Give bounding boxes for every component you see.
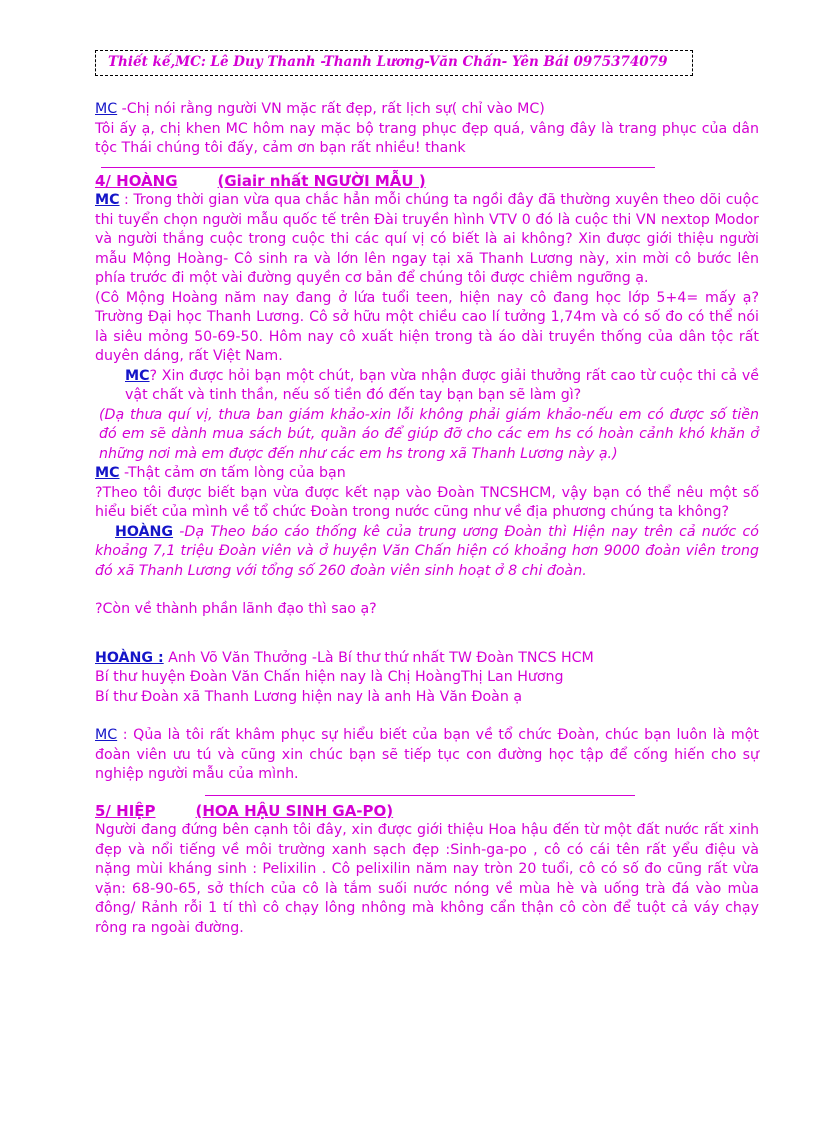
mc-thanks-text: -Thật cảm ơn tấm lòng của bạn: [119, 465, 346, 481]
page-header: Thiết kế,MC: Lê Duy Thanh -Thanh Lương-Văn Chấn- Yên Bái 0975374079: [95, 50, 693, 76]
intro-text: : Trong thời gian vừa qua chắc hẳn mỗi chúng ta ngồi đây đã thường xuyên theo dõi cuộc thi tuyển chọn người mẫu quốc tế trên Đài truyền hình VTV 0 đó là cuộc thi VN nextop Modor và người thắng cuộc trong cuộc thi các quí vị có biết là ai không? Xin được giới thiệu người mẫu Mộng Hoàng- Cô sinh ra và lớn lên ngay tại xã Thanh Lương này, xin mời cô bước lên phía trước đi một vài đường quyền cơ bản để chúng tôi được chiêm ngưỡng ạ.: [95, 192, 759, 286]
mc-label: MC: [95, 465, 120, 481]
section-5-heading: [95, 802, 759, 822]
spacer: [95, 707, 759, 726]
section-4-title: (Giair nhất NGƯỜI MẪU ): [217, 171, 426, 190]
mc-line: [95, 100, 759, 120]
mc-closing: [95, 726, 759, 785]
section-5-title: (HOA HẬU SINH GA-PO): [195, 801, 394, 820]
mc-question-text: ? Xin được hỏi bạn một chút, bạn vừa nhận được giải thưởng rất cao từ cuộc thi cả về vật chất và tinh thần, nếu số tiền đó đến tay bạn bạn sẽ làm gì?: [125, 367, 759, 403]
document-body: [95, 100, 759, 938]
answer-2-intro: -Dạ Theo báo cáo thống kê của trung ương Đoàn thì: [173, 523, 573, 540]
mc-label: MC: [95, 192, 120, 208]
mc-closing-text: : Qủa là tôi rất khâm phục sự hiểu biết của bạn về tổ chức Đoàn, chúc bạn luôn là một đoàn viên ưu tú và cũng xin chúc bạn sẽ tiếp tục con đường học tập để cống hiến cho sự nghiệp người mẫu của mình.: [95, 727, 759, 782]
divider: [205, 795, 635, 796]
hoang-label: HOÀNG :: [95, 649, 164, 666]
section-4-bio: (Cô Mộng Hoàng năm nay đang ở lứa tuổi teen, hiện nay cô đang học lớp 5+4= mấy ạ? Trường Đại học Thanh Lương. Cô sở hữu một chiều cao lí tưởng 1,74m và có số đo có thể nói là siêu mỏng 50-69-50. Hôm nay cô xuất hiện trong tà áo dài truyền thống của dân tộc rất duyên dáng, rất Việt Nam.: [95, 289, 759, 364]
section-5-intro: Người đang đứng bên cạnh tôi đây, xin được giới thiệu Hoa hậu đến từ một đất nước rất xinh đẹp và nổi tiếng về môi trường xanh sạch đẹp :Sinh-ga-po , cô có cái tên rất yểu điệu và nặng mùi kháng sinh : Pelixilin . Cô pelixilin năm nay tròn 20 tuổi, cô có số đo cũng rất vừa vặn: 68-90-65, sở thích của cô là tắm suối nước nóng về mùa hè và uống trà đá vào mùa đông/ Rảnh rỗi 1 tí thì cô chạy lông nhông mà không cẩn thận cô còn để tuột cả váy chạy rông ra ngoài đường.: [95, 822, 759, 936]
mc-label: MC: [95, 101, 118, 117]
section-5-number: 5/ HIỆP: [95, 801, 156, 820]
leader-2: Bí thư huyện Đoàn Văn Chấn hiện nay là Chị HoàngThị Lan Hương: [95, 669, 564, 685]
hoang-label: HOÀNG: [115, 523, 174, 540]
mc-thanks: [95, 464, 759, 484]
question-3: ?Còn về thành phần lãnh đạo thì sao ạ?: [95, 601, 377, 617]
reply-paragraph: Tôi ấy ạ, chị khen MC hôm nay mặc bộ trang phục đẹp quá, vâng đây là trang phục của dân tộc Thái chúng tôi đấy, cảm ơn bạn rất nhiều! thank: [95, 120, 759, 156]
divider: [101, 167, 655, 168]
answer-2: [95, 523, 759, 582]
spacer: [95, 581, 759, 600]
mc-text: -Chị nói rằng người VN mặc rất đẹp, rất lịch sự( chỉ vào MC): [117, 101, 545, 117]
spacer: [95, 620, 759, 639]
section-4-number: 4/ HOÀNG: [95, 171, 178, 190]
section-4-heading: [95, 172, 759, 192]
mc-question: [95, 367, 759, 406]
mc-label: MC: [125, 367, 150, 384]
section-4-intro: [95, 191, 759, 289]
leader-1-text: Anh Võ Văn Thưởng -Là Bí thư thứ nhất TW Đoàn TNCS HCM: [163, 649, 594, 666]
leader-3: Bí thư Đoàn xã Thanh Lương hiện nay là anh Hà Văn Đoàn ạ: [95, 688, 523, 705]
leader-1: [95, 649, 759, 669]
answer-1: (Dạ thưa quí vị, thưa ban giám khảo-xin lỗi không phải giám khảo-nếu em có được số tiền đó em sẽ dành mua sách bút, quần áo để giúp đỡ cho các em hs có hoàn cảnh khó khăn ở những nơi mà em được đến như các em hs trong xã Thanh Lương này ạ.): [99, 406, 759, 462]
question-2: ?Theo tôi được biết bạn vừa được kết nạp vào Đoàn TNCSHCM, vậy bạn có thể nêu một số hiểu biết của mình về tổ chức Đoàn trong nước cũng như về địa phương chúng ta không?: [95, 484, 759, 520]
answer-2-text: Hiện nay trên cả nước có khoảng 7,1 triệu Đoàn viên và ở huyện Văn Chấn hiện có khoảng hơn 9000 đoàn viên trong đó xã Thanh Lương với tổng số 260 đoàn viên sinh hoạt ở 8 chi đoàn.: [95, 523, 759, 579]
mc-label: MC: [95, 727, 118, 743]
spacer: [95, 639, 759, 649]
